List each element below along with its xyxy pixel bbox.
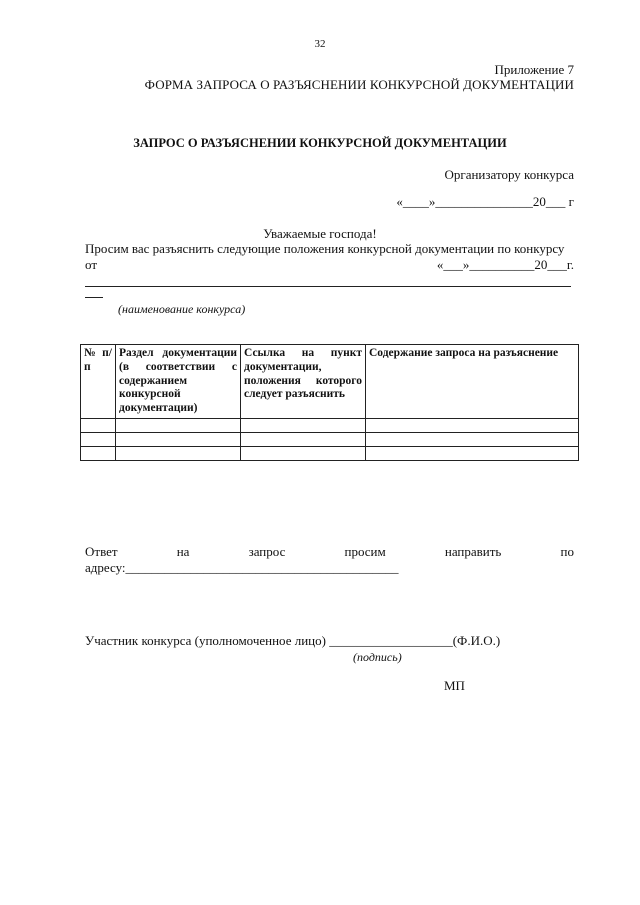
signature-caption: (подпись): [353, 650, 402, 664]
table-cell: [116, 446, 241, 460]
reply-word: на: [176, 544, 190, 559]
reply-word: по: [560, 544, 574, 559]
table-cell: [116, 418, 241, 432]
addressee: Организатору конкурса: [444, 167, 574, 182]
col-header-section: Раздел документации (в соответствии с содержанием конкурсной документации): [116, 345, 241, 419]
table-cell: [81, 446, 116, 460]
table-cell: [81, 418, 116, 432]
tender-name-line: [85, 286, 571, 287]
participant-signature-line: Участник конкурса (уполномоченное лицо) ___________________(Ф.И.О.): [85, 633, 501, 648]
table-cell: [241, 432, 366, 446]
page-number: 32: [314, 38, 326, 50]
reply-word: Ответ: [85, 544, 118, 559]
col-header-number: № п/п: [81, 345, 116, 419]
table-row: [81, 446, 579, 460]
table-row: [81, 432, 579, 446]
form-title: ФОРМА ЗАПРОСА О РАЗЪЯСНЕНИИ КОНКУРСНОЙ ДОКУМЕНТАЦИИ: [144, 77, 574, 92]
table-cell: [366, 446, 579, 460]
appendix-label: Приложение 7: [494, 62, 574, 77]
table-cell: [81, 432, 116, 446]
reply-word: запрос: [248, 544, 286, 559]
from-label: от: [85, 257, 98, 272]
reply-address-line: адресу:__________________________________________: [85, 560, 399, 575]
request-title: ЗАПРОС О РАЗЪЯСНЕНИИ КОНКУРСНОЙ ДОКУМЕНТАЦИИ: [133, 136, 507, 150]
reply-word: просим: [344, 544, 386, 559]
tender-name-line-continuation: [85, 297, 103, 298]
col-header-reference: Ссылка на пункт документации, положения которого следует разъяснить: [241, 345, 366, 419]
reply-word: направить: [444, 544, 502, 559]
table-header-row: [81, 345, 579, 419]
reply-request-line: [85, 544, 574, 560]
table-cell: [366, 432, 579, 446]
date-line: «____»_______________20___ г: [396, 194, 574, 209]
col-header-content: Содержание запроса на разъяснение: [366, 345, 579, 419]
stamp-placeholder: МП: [444, 678, 465, 693]
greeting: Уважаемые господа!: [263, 226, 377, 241]
table-cell: [241, 418, 366, 432]
request-text: Просим вас разъяснить следующие положения конкурсной документации по конкурсу: [85, 241, 565, 256]
from-date: «___»__________20___г.: [436, 257, 574, 272]
table-row: [81, 418, 579, 432]
table-cell: [116, 432, 241, 446]
request-table: [80, 344, 579, 461]
table-cell: [366, 418, 579, 432]
tender-name-caption: (наименование конкурса): [118, 302, 246, 316]
table-cell: [241, 446, 366, 460]
